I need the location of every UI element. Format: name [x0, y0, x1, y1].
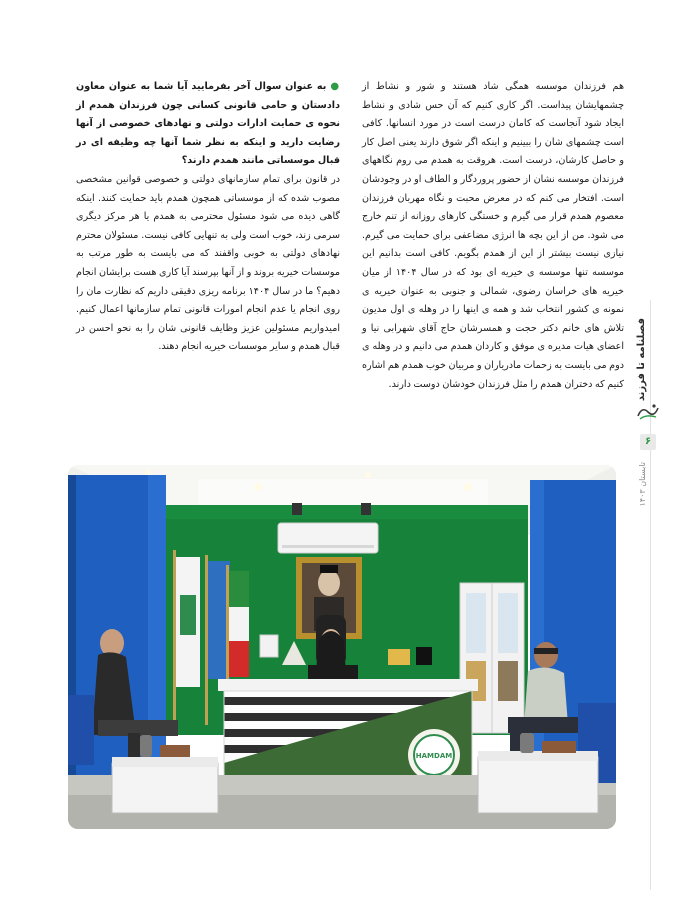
sidebar-divider — [650, 300, 651, 890]
article-column-right — [362, 78, 624, 394]
question-text: به عنوان سوال آخر بفرمایید آیا شما به عنوان معاون دادستان و حامی قانونی کسانی چون فرزندان همدم از نحوه ی حمایت ادارات دولتی و نهادهای خصوصی از آنها رضایت دارید و اینکه به نظر شما آنها چه وظیفه ای در قبال موسساتی مانند همدم دارند؟ — [76, 81, 340, 167]
interview-question — [76, 78, 340, 171]
page-number: ۶ — [640, 434, 656, 450]
desk-logo-text: HAMDAM — [415, 752, 453, 760]
article-column-left — [76, 78, 340, 357]
magazine-title: فصلنامه تا فرزند — [636, 318, 647, 402]
brand-logo-icon — [634, 402, 662, 422]
article-paragraph: هم فرزندان موسسه همگی شاد هستند و شور و نشاط از چشمهایشان پیداست. اگر کاری کنیم که آن حس شادی و نشاط ایجاد شود آنجاست که کامان درست است در مورد انسانها. کافی است چشمهای شان را ببینیم و اینکه اگر شوق دارند یعنی اصل کار و حاصل کارشان، درست است. هروقت به همدم می روم نگاههای فرزندان موسسه نشان از حضور پروردگار و الطاف او در وجودشان است. افتخار می کنم که در معرض محبت و نگاه مهربان فرزندان معصوم همدم قرار می گیرم و خستگی کارهای روزانه از تنم خارج می شود. من از این بچه ها انرژی مضاعفی برای حمایت می گیرم. نیازی نیست بیشتر از این از همدم بگویم. کافی است بدانیم این موسسه تنها موسسه ی خیریه ای بود که در سال ۱۴۰۴ از میان خیریه های خراسان رضوی، شمالی و جنوبی به عنوان خیریه ی نمونه ی کشور انتخاب شد و همه ی اینها را در وهله ی اول مدیون تلاش های خانم دکتر حجت و همسرشان حاج آقای شهرابی نیا و اعضای هیات مدیره ی موفق و کاردان همدم می دانیم و در وهله ی دوم می بایست به زحمات مادریاران و مربیان خوب همدم هم اشاره کنیم که دختران همدم را مثل فرزندان خودشان دوست دارند. — [362, 81, 624, 390]
bullet-dot-icon: ● — [330, 81, 340, 92]
office-meeting-photo — [68, 465, 616, 829]
interview-answer: در قانون برای تمام سازمانهای دولتی و خصوصی قوانین مشخصی مصوب شده که از موسساتی همچون همدم باید حمایت کنند. اینکه گاهی دیده می شود مسئول محترمی به همدم یا هر مرکز دیگری سرمی زند، خوب است ولی به تنهایی کافی نیست. مسئولان محترم نهادهای دولتی به خوبی واقفند که می بایست به طور مرتب به موسسات خیریه بروند و از آنها بپرسند آیا کاری هست برایشان انجام دهیم؟ ما در سال ۱۴۰۴ برنامه ریزی دقیقی داریم که نظارت مان را روی انجام یا عدم انجام امورات قانونی تمام سازمانها اعمال کنیم. امیدواریم مسئولین عزیز وظایف قانونی شان را به نحو احسن در قبال همدم و سایر موسسات خیریه انجام دهند. — [76, 173, 340, 353]
issue-date: تابستان ۱۴۰۳ — [638, 462, 647, 507]
